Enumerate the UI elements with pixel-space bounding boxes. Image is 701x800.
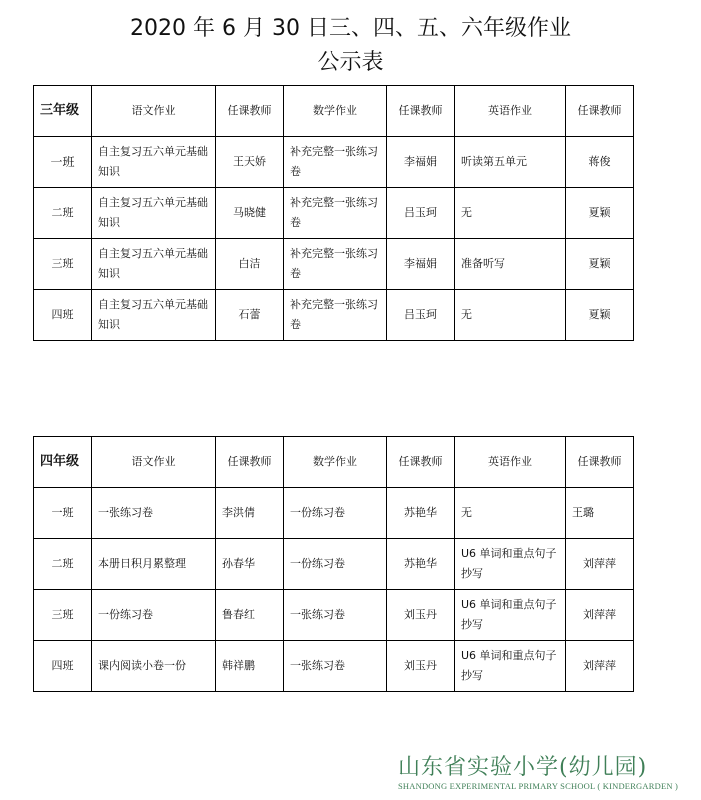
teacher-cell: 吕玉珂	[387, 188, 455, 239]
table-row	[34, 188, 634, 239]
header-teacher: 任课教师	[566, 437, 634, 488]
table-header-row	[34, 437, 634, 488]
english-homework-cell: U6 单词和重点句子抄写	[455, 539, 566, 590]
class-label: 二班	[34, 188, 92, 239]
teacher-cell: 吕玉珂	[387, 290, 455, 341]
grade-3-homework-table	[33, 85, 634, 341]
english-homework-cell: U6 单词和重点句子抄写	[455, 590, 566, 641]
teacher-cell: 韩祥鹏	[216, 641, 284, 692]
teacher-cell: 夏颖	[566, 239, 634, 290]
title-line-1: 2020 年 6 月 30 日三、四、五、六年级作业	[130, 16, 571, 41]
class-label: 三班	[34, 239, 92, 290]
chinese-homework-cell: 本册日积月累整理	[92, 539, 216, 590]
chinese-homework-cell: 自主复习五六单元基础知识	[92, 239, 216, 290]
chinese-homework-cell: 一张练习卷	[92, 488, 216, 539]
english-homework-cell: 无	[455, 188, 566, 239]
grade-label: 四年级	[34, 437, 92, 488]
teacher-cell: 刘萍萍	[566, 590, 634, 641]
math-homework-cell: 一张练习卷	[284, 590, 387, 641]
english-homework-cell: 准备听写	[455, 239, 566, 290]
header-teacher: 任课教师	[566, 86, 634, 137]
teacher-cell: 石蕾	[216, 290, 284, 341]
page-title	[0, 12, 701, 80]
school-name-chinese: 山东省实验小学(幼儿园)	[398, 755, 648, 780]
chinese-homework-cell: 自主复习五六单元基础知识	[92, 137, 216, 188]
teacher-cell: 苏艳华	[387, 539, 455, 590]
title-line-2: 公示表	[317, 50, 384, 75]
class-label: 一班	[34, 488, 92, 539]
header-teacher: 任课教师	[387, 437, 455, 488]
english-homework-cell: 听读第五单元	[455, 137, 566, 188]
class-label: 一班	[34, 137, 92, 188]
header-teacher: 任课教师	[216, 86, 284, 137]
math-homework-cell: 补充完整一张练习卷	[284, 137, 387, 188]
table-row	[34, 239, 634, 290]
teacher-cell: 鲁春红	[216, 590, 284, 641]
grade-4-homework-table	[33, 436, 634, 692]
teacher-cell: 刘萍萍	[566, 539, 634, 590]
teacher-cell: 刘玉丹	[387, 641, 455, 692]
table-row	[34, 539, 634, 590]
math-homework-cell: 补充完整一张练习卷	[284, 188, 387, 239]
teacher-cell: 蒋俊	[566, 137, 634, 188]
chinese-homework-cell: 自主复习五六单元基础知识	[92, 188, 216, 239]
english-homework-cell: U6 单词和重点句子抄写	[455, 641, 566, 692]
chinese-homework-cell: 课内阅读小卷一份	[92, 641, 216, 692]
header-english-homework: 英语作业	[455, 86, 566, 137]
header-chinese-homework: 语文作业	[92, 437, 216, 488]
math-homework-cell: 补充完整一张练习卷	[284, 239, 387, 290]
class-label: 二班	[34, 539, 92, 590]
school-name-english: SHANDONG EXPERIMENTAL PRIMARY SCHOOL ( KINDERGARDEN )	[398, 781, 679, 791]
chinese-homework-cell: 一份练习卷	[92, 590, 216, 641]
school-watermark	[398, 750, 698, 791]
table-row	[34, 641, 634, 692]
class-label: 四班	[34, 290, 92, 341]
table-row	[34, 290, 634, 341]
header-teacher: 任课教师	[216, 437, 284, 488]
class-label: 四班	[34, 641, 92, 692]
teacher-cell: 夏颖	[566, 188, 634, 239]
teacher-cell: 李福娟	[387, 239, 455, 290]
grade-label: 三年级	[34, 86, 92, 137]
table-row	[34, 590, 634, 641]
header-math-homework: 数学作业	[284, 86, 387, 137]
class-label: 三班	[34, 590, 92, 641]
teacher-cell: 刘玉丹	[387, 590, 455, 641]
teacher-cell: 苏艳华	[387, 488, 455, 539]
teacher-cell: 夏颖	[566, 290, 634, 341]
teacher-cell: 孙春华	[216, 539, 284, 590]
math-homework-cell: 一份练习卷	[284, 539, 387, 590]
teacher-cell: 白洁	[216, 239, 284, 290]
table-header-row	[34, 86, 634, 137]
english-homework-cell: 无	[455, 488, 566, 539]
teacher-cell: 马晓健	[216, 188, 284, 239]
header-chinese-homework: 语文作业	[92, 86, 216, 137]
header-math-homework: 数学作业	[284, 437, 387, 488]
teacher-cell: 李福娟	[387, 137, 455, 188]
teacher-cell: 刘萍萍	[566, 641, 634, 692]
header-english-homework: 英语作业	[455, 437, 566, 488]
teacher-cell: 李洪倩	[216, 488, 284, 539]
english-homework-cell: 无	[455, 290, 566, 341]
teacher-cell: 王天娇	[216, 137, 284, 188]
chinese-homework-cell: 自主复习五六单元基础知识	[92, 290, 216, 341]
math-homework-cell: 一份练习卷	[284, 488, 387, 539]
math-homework-cell: 一张练习卷	[284, 641, 387, 692]
teacher-cell: 王璐	[566, 488, 634, 539]
math-homework-cell: 补充完整一张练习卷	[284, 290, 387, 341]
header-teacher: 任课教师	[387, 86, 455, 137]
table-row	[34, 137, 634, 188]
table-row	[34, 488, 634, 539]
